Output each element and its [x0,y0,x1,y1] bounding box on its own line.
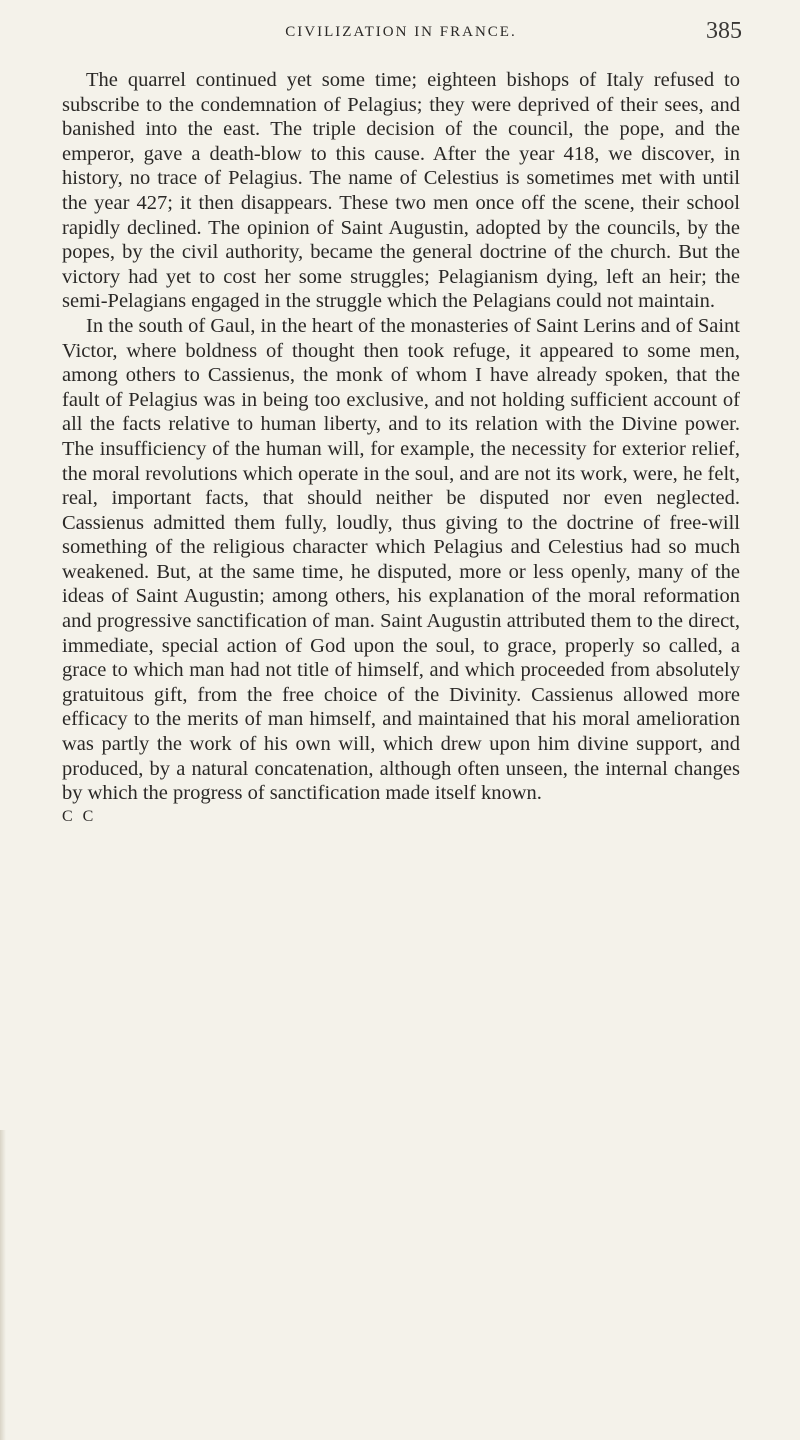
paragraph-1: The quarrel continued yet some time; eighteen bishops of Italy refused to subscribe to the condemnation of Pelagius; they were deprived of their sees, and banished into the east. The triple decision of the council, the pope, and the emperor, gave a death-blow to this cause. After the year 418, we discover, in history, no trace of Pelagius. The name of Celestius is sometimes met with until the year 427; it then disappears. These two men once off the scene, their school rapidly declined. The opinion of Saint Augustin, adopted by the councils, by the popes, by the civil authority, became the general doctrine of the church. But the victory had yet to cost her some struggles; Pelagianism dying, left an heir; the semi-Pelagians engaged in the struggle which the Pelagians could not maintain. [62,69,740,313]
body-text [62,68,740,806]
page-edge-shadow [0,1130,6,1440]
page-number: 385 [706,18,742,44]
running-head [62,18,740,52]
paragraph-2: In the south of Gaul, in the heart of the monasteries of Saint Lerins and of Saint Victor, where boldness of thought then took refuge, it appeared to some men, among others to Cassienus, the monk of whom I have already spoken, that the fault of Pelagius was in being too exclusive, and not holding sufficient account of all the facts relative to human liberty, and to its relation with the Divine power. The insufficiency of the human will, for example, the necessity for exterior relief, the moral revolutions which operate in the soul, and are not its work, were, he felt, real, important facts, that should neither be disputed nor even neglected. Cassienus admitted them fully, loudly, thus giving to the doctrine of free-will something of the religious character which Pelagius and Celestius had so much weakened. But, at the same time, he disputed, more or less openly, many of the ideas of Saint Augustin; among others, his explanation of the moral reformation and progressive sanctification of man. Saint Augustin attributed them to the direct, immediate, special action of God upon the soul, to grace, properly so called, a grace to which man had not title of himself, and which proceeded from absolutely gratuitous gift, from the free choice of the Divinity. Cassienus allowed more efficacy to the merits of man himself, and maintained that his moral amelioration was partly the work of his own will, which drew upon him divine support, and produced, by a natural concatenation, although often unseen, the internal changes by which the progress of sanctification made itself known. [62,314,740,805]
running-title: CIVILIZATION IN FRANCE. [285,24,517,40]
signature-mark: C C [62,807,97,825]
